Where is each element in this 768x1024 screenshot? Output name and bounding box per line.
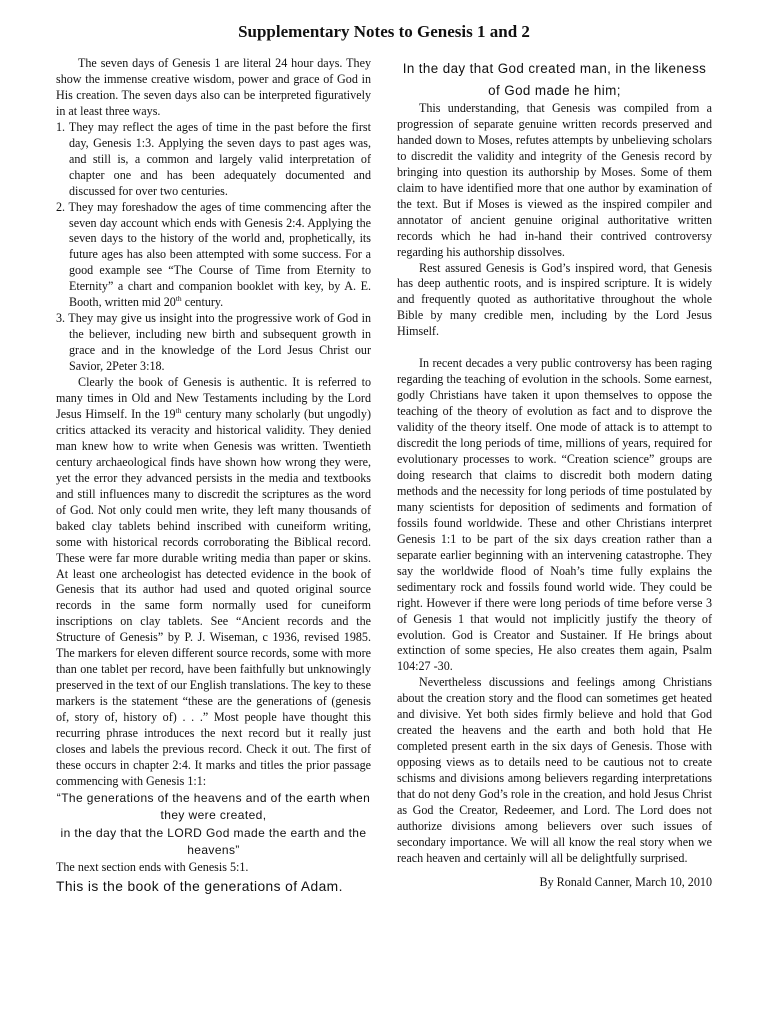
next-section-line: The next section ends with Genesis 5:1. [56, 859, 249, 874]
right-column [397, 58, 712, 891]
authentic-text: Clearly the book of Genesis is authentic. It is referred to many times in Old and New Testaments including by the Lord Jesus Himself. In the 19 [56, 375, 371, 421]
list-item-2-end: century. [181, 295, 224, 310]
list-item-3: 3. They may give us insight into the progressive work of God in the believer, including new birth and subsequent growth in grace and in the knowledge of the Lord Jesus Christ our Savior, 2Peter 3:18. [56, 311, 371, 374]
quote-book-of-adam: This is the book of the generations of Adam. [56, 878, 343, 894]
discussion-paragraph: Nevertheless discussions and feelings among Christians about the creation story and the flood can sometimes get heated and divisive. Yet both sides firmly believe and hold that God created the heavens and the earth and both hold that He completed present earth in the six days of Genesis. Those with opposing views as to details need to be cautious not to create schisms and divisions among believers regarding interpretations that do not deny God’s role in the creation, and hold Jesus Christ as God the Creator, Redeemer, and Lord. The Lord does not authorize divisions among believers over such issues of secondary importance. We will all know the real story when we reach heaven and certainly will all be delightfully surprised. [397, 675, 712, 865]
quote-day-god-created-man: In the day that God created man, in the likeness of God made he him; [402, 61, 707, 98]
page-title: Supplementary Notes to Genesis 1 and 2 [238, 22, 530, 41]
authentic-paragraph [56, 375, 371, 790]
superscript: th [175, 294, 182, 304]
intro-paragraph: The seven days of Genesis 1 are literal 24 hour days. They show the immense creative wisdom, power and grace of God in His creation. The seven days also can be interpreted figuratively in at least three ways. [56, 56, 371, 118]
authorship-paragraph: This understanding, that Genesis was compiled from a progression of separate genuine written records preserved and handed down to Moses, refutes attempts by unbelieving scholars to discredit the validity and integrity of the Genesis record by bringing into question its authorship by Moses. Some of them claim to have identified more that one author by examination of the text. But if Moses is viewed as the inspired compiler and annotator of ancient genuine original authoritative written records which he had in-hand their contrived controversy regarding his authorship dissolves. [397, 101, 712, 259]
quote-day-lord-made: in the day that the LORD God made the earth and the heavens” [60, 825, 367, 858]
left-column [56, 56, 371, 897]
superscript: th [175, 405, 182, 415]
quote-generations-heavens: “The generations of the heavens and of the earth when they were created, [56, 790, 371, 823]
rest-assured-paragraph: Rest assured Genesis is God’s inspired word, that Genesis has deep authentic roots, and is inspired scripture. It is widely and frequently quoted as authoritative throughout the whole Bible by many credible men, including by the Lord Jesus Himself. [397, 260, 712, 339]
authentic-text-cont: century many scholarly (but ungodly) critics attacked its veracity and historical validity. They denied man knew how to write when Genesis was written. Twentieth century archaeological finds have shown how wrong they were, yet the error they advanced persists in the media and textbooks and still influences many to discredit the scriptures as the word of God. Not only could men write, they left many thousands of baked clay tablets behind inscribed with cuneiform writing, some with historical records corroborating the Biblical record. These were far more durable writing media than paper or skins. At least one archeologist has detected evidence in the book of Genesis that its author had used and quoted original source records in the same form normally used for cuneiform inscriptions on clay tablets. See “Ancient records and the Structure of Genesis” by P. J. Wiseman, c 1936, revised 1985. The markers for eleven different source records, some with more than one tablet per record, have been faithfully but unknowingly preserved in the text of our English translations. The key to these markers is the statement “these are the generations of (genesis of, story of, history of) . . .” Most people have thought this recurring phrase introduces the next record but it really just closes and labels the previous record. Check it out. The first of these occurs in chapter 2:4. It marks and titles the prior passage commencing with Genesis 1:1: [56, 406, 371, 788]
signature: By Ronald Canner, March 10, 2010 [539, 874, 712, 889]
list-item-2 [56, 200, 371, 312]
list-item-2-text: 2. They may foreshadow the ages of time commencing after the seven day account which ends with Genesis 2:4. Applying the seven days to the history of the world and, prophetically, its future ages has also been attempted with some success. For a good example see “The Course of Time from Eternity to Eternity” a chart and companion booklet with key, by A. E. Booth, written mid 20 [56, 199, 371, 310]
evolution-paragraph: In recent decades a very public controversy has been raging regarding the teaching of evolution in the schools. Some earnest, godly Christians have taken it upon themselves to oppose the teaching of the theory of evolution as fact and to disprove the validity of the theory itself. One mode of attack is to attempt to discredit the long periods of time, millions of years, required for evolutionary processes to work. “Creation science” groups are doing research that claims to discredit both modern dating methods and the necessity for long periods of time postulated by many scientists for deposition of sediments and formation of fossils found worldwide. These and other Christians interpret Genesis 1:1 to be part of the six days creation rather than a separate earlier beginning with an intervening catastrophe. They say the worldwide flood of Noah’s time fully explains the sedimentary rock and fossils found world wide. They could be right. However if there were long periods of time before verse 3 of Genesis 1 that would not implicitly justify the theory of evolution. God is Creator and Sustainer. If He brings about extinction of some species, He also creates them again, Psalm 104:27 -30. [397, 356, 712, 674]
spacer [397, 340, 712, 356]
list-item-1: 1. They may reflect the ages of time in the past before the first day, Genesis 1:3. Applying the seven days to past ages was, and still is, a common and largely valid interpretation of chapter one and has been adequately documented and discussed for over two centuries. [56, 119, 371, 198]
